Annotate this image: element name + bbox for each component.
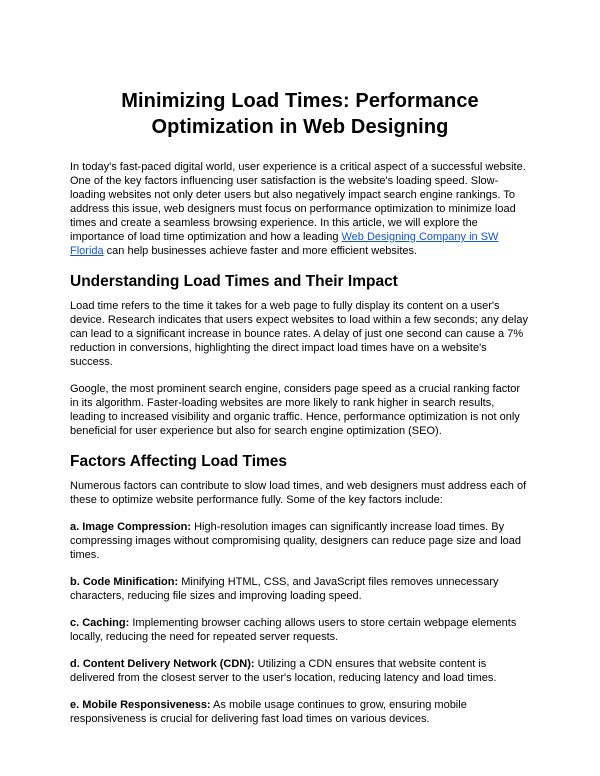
factor-item-caching [70,616,530,644]
factor-text-caching: Implementing browser caching allows users to store certain webpage elements locally, reducing the need for repeated server requests. [70,617,517,643]
intro-text-after-link: can help businesses achieve faster and more efficient websites. [103,245,418,257]
section-heading-factors: Factors Affecting Load Times [70,453,288,470]
intro-text-before-link: In today's fast-paced digital world, user experience is a critical aspect of a successful website. One of the key factors influencing user satisfaction is the website's loading speed. Slow-loading websites not only deter users but also negatively impact search engine rankings. To address this issue, web designers must focus on performance optimization to minimize load times and create a seamless browsing experience. In this article, we will explore the importance of load time optimization and how a leading [70,161,526,243]
section-heading-understanding-load-times: Understanding Load Times and Their Impact [70,273,398,290]
factor-item-mobile-responsiveness [70,698,530,726]
factor-text-image-compression: High-resolution images can significantly increase load times. By compressing images without compromising quality, designers can reduce page size and load times. [70,521,522,561]
factor-text-cdn: Utilizing a CDN ensures that website content is delivered from the closest server to the user's location, reducing latency and load times. [70,658,497,684]
understanding-paragraph-2: Google, the most prominent search engine, considers page speed as a crucial ranking factor in its algorithm. Faster-loading websites are more likely to rank higher in search results, leading to increased visibility and organic traffic. Hence, performance optimization is not only beneficial for user experience but also for search engine optimization (SEO). [70,383,521,437]
factor-item-cdn [70,657,530,685]
factor-label-code-minification: b. Code Minification: [70,576,179,588]
factor-label-cdn: d. Content Delivery Network (CDN): [70,658,255,670]
factor-label-caching: c. Caching: [70,617,130,629]
factor-text-mobile-responsiveness: As mobile usage continues to grow, ensuring mobile responsiveness is crucial for delivering fast load times on various devices. [70,699,467,725]
factor-label-image-compression: a. Image Compression: [70,521,192,533]
factor-item-code-minification [70,575,530,603]
factor-item-image-compression [70,520,530,562]
factor-label-mobile-responsiveness: e. Mobile Responsiveness: [70,699,211,711]
intro-paragraph [70,160,530,258]
document-title: Minimizing Load Times: Performance Optimization in Web Designing [121,90,479,138]
web-designing-company-link[interactable]: Web Designing Company in SW Florida [70,231,499,257]
factor-text-code-minification: Minifying HTML, CSS, and JavaScript files removes unnecessary characters, reducing file sizes and improving loading speed. [70,576,499,602]
factors-intro-paragraph: Numerous factors can contribute to slow load times, and web designers must address each of these to optimize website performance fully. Some of the key factors include: [70,480,527,506]
understanding-paragraph-1: Load time refers to the time it takes for a web page to fully display its content on a user's device. Research indicates that users expect websites to load within a few seconds; any delay can lead to a significant increase in bounce rates. A delay of just one second can cause a 7% reduction in conversions, highlighting the direct impact load times have on a website's success. [70,300,528,368]
